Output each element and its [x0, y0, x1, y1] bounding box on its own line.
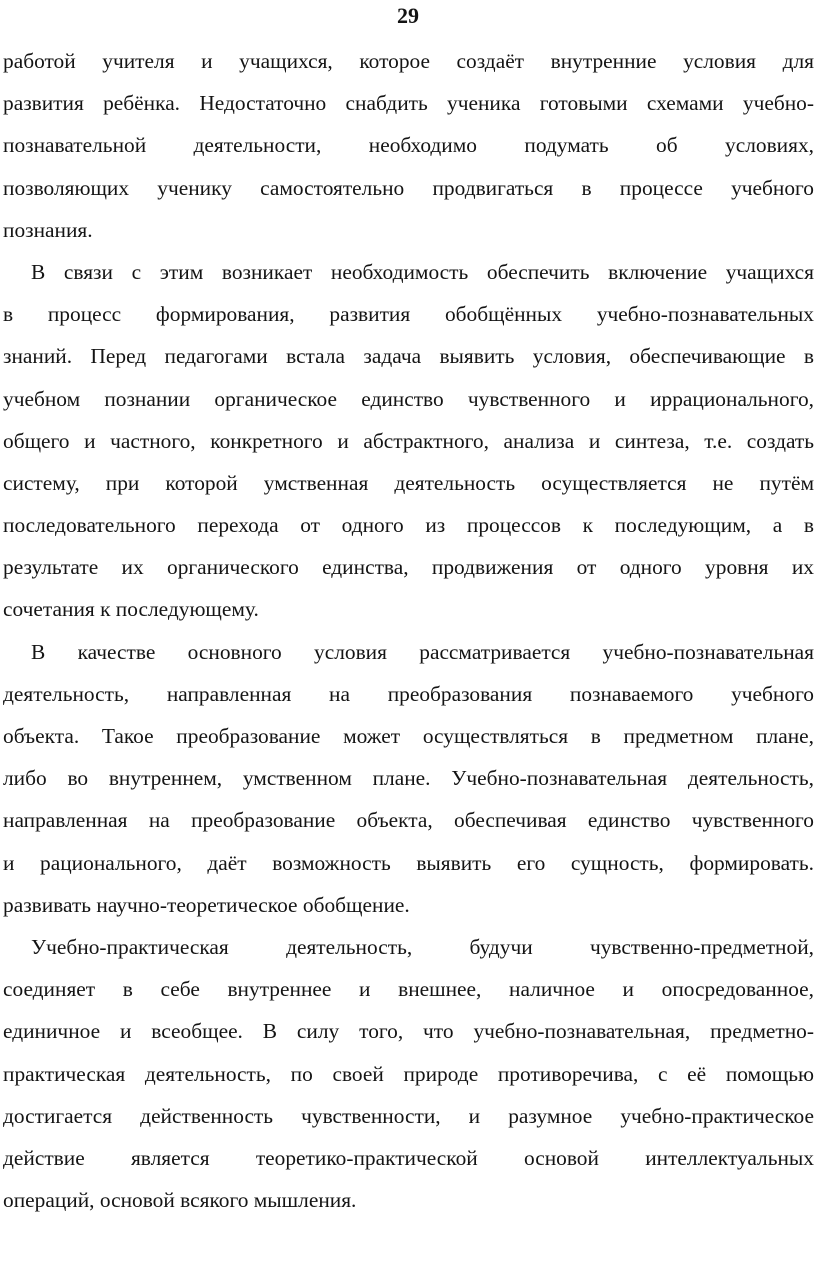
- text-line: Учебно-практическая деятельность, будучи чувственно-предметной,: [31, 934, 814, 959]
- text-line: объекта. Такое преобразование может осуществляться в предметном плане,: [3, 724, 814, 748]
- text-line: позволяющих ученику самостоятельно продвигаться в процессе учебного: [3, 175, 814, 200]
- text-line: последовательного перехода от одного из процессов к последующим, а в: [3, 513, 814, 538]
- document-body: [3, 40, 814, 1221]
- text-line: операций, основой всякого мышления.: [3, 1188, 357, 1213]
- text-line: знаний. Перед педагогами встала задача выявить условия, обеспечивающие в: [3, 344, 814, 369]
- text-line: и рационального, даёт возможность выявить его сущность, формировать.: [3, 850, 814, 875]
- text-line: деятельность, направленная на преобразования познаваемого учебного: [3, 681, 814, 706]
- text-line: развивать научно-теоретическое обобщение.: [3, 892, 410, 917]
- paragraph-1: [3, 40, 814, 251]
- text-line: развития ребёнка. Недостаточно снабдить ученика готовыми схемами учебно-: [3, 91, 814, 116]
- text-line: либо во внутреннем, умственном плане. Учебно-познавательная деятельность,: [3, 766, 814, 791]
- text-line: достигается действенность чувственности, и разумное учебно-практическое: [3, 1103, 814, 1128]
- text-line: познавательной деятельности, необходимо подумать об условиях,: [3, 133, 814, 158]
- text-line: познания.: [3, 217, 93, 242]
- text-line: систему, при которой умственная деятельность осуществляется не путём: [3, 470, 814, 495]
- text-line: В качестве основного условия рассматривается учебно-познавательная: [31, 639, 814, 664]
- text-line: В связи с этим возникает необходимость обеспечить включение учащихся: [31, 259, 814, 284]
- text-line: практическая деятельность, по своей природе противоречива, с её помощью: [3, 1061, 814, 1086]
- text-line: соединяет в себе внутреннее и внешнее, наличное и опосредованное,: [3, 977, 814, 1002]
- text-line: в процесс формирования, развития обобщённых учебно-познавательных: [3, 302, 814, 327]
- paragraph-4: [3, 926, 814, 1221]
- text-line: действие является теоретико-практической основой интеллектуальных: [3, 1145, 814, 1170]
- text-line: результате их органического единства, продвижения от одного уровня их: [3, 555, 814, 580]
- paragraph-3: [3, 631, 814, 926]
- paragraph-2: [3, 251, 814, 631]
- page-number: 29: [397, 3, 419, 28]
- text-line: работой учителя и учащихся, которое создаёт внутренние условия для: [3, 49, 814, 73]
- text-line: направленная на преобразование объекта, обеспечивая единство чувственного: [3, 808, 814, 833]
- text-line: единичное и всеобщее. В силу того, что учебно-познавательная, предметно-: [3, 1019, 814, 1044]
- text-line: сочетания к последующему.: [3, 597, 259, 622]
- text-line: учебном познании органическое единство чувственного и иррационального,: [3, 386, 814, 411]
- text-line: общего и частного, конкретного и абстрактного, анализа и синтеза, т.е. создать: [3, 428, 814, 453]
